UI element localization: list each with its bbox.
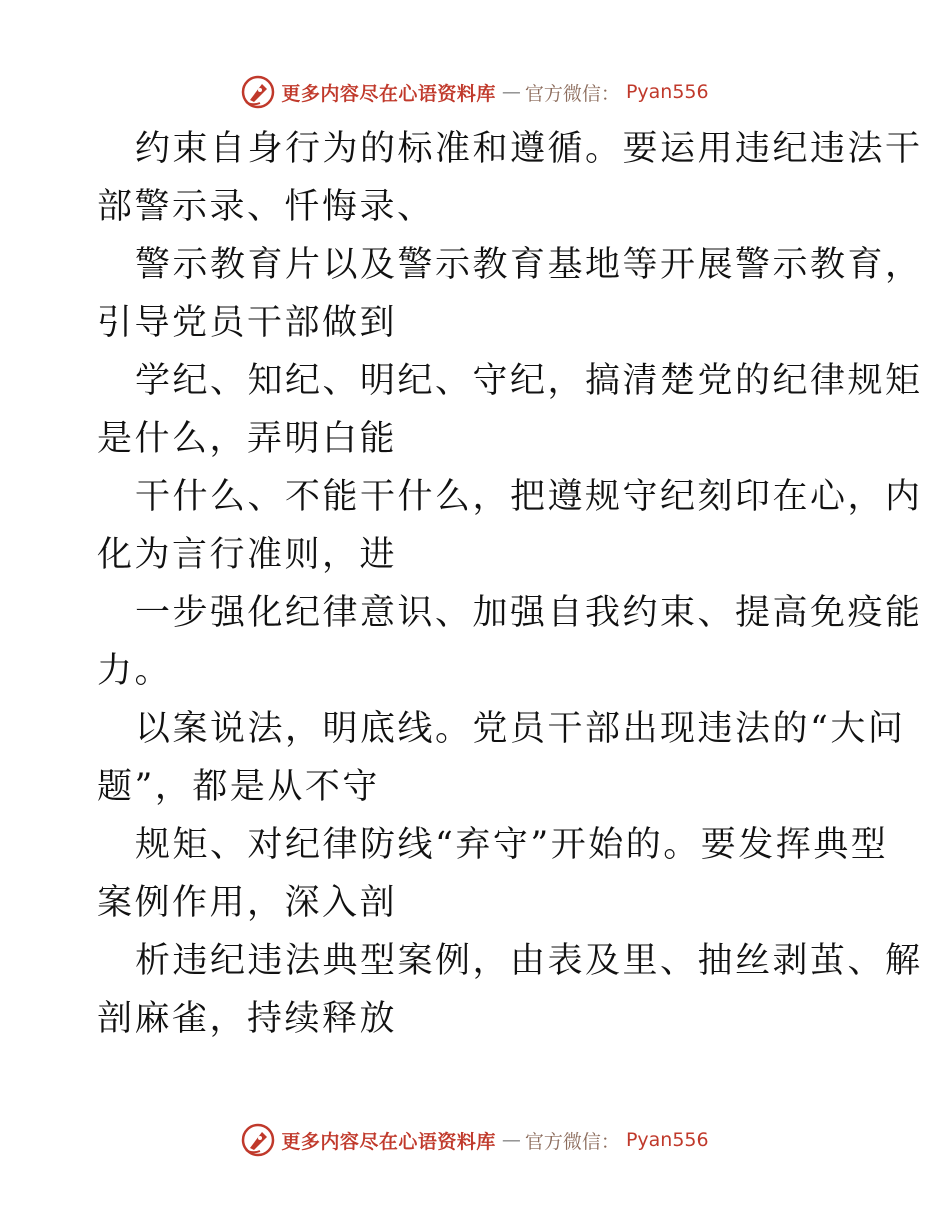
text-line: 是什么，弄明白能 [97, 419, 398, 459]
watermark-label: 官方微信： [524, 82, 620, 105]
watermark-label: 官方微信： [524, 1130, 620, 1153]
text-line: 以案说法，明底线。党员干部出现违法的“大问 [135, 709, 906, 749]
text-line: 一步强化纪律意识、加强自我约束、提高免疫能 [135, 593, 923, 633]
watermark-brand: 更多内容尽在心语资料库 [281, 1130, 496, 1153]
pen-nib-logo-icon [241, 1123, 275, 1157]
text-line: 析违纪违法典型案例，由表及里、抽丝剥茧、解 [135, 941, 923, 981]
watermark-separator: — [501, 1129, 519, 1151]
watermark-wechat-id: Pyan556 [625, 1129, 709, 1151]
text-line: 化为言行准则，进 [97, 535, 398, 575]
pen-nib-logo-icon [241, 75, 275, 109]
header-watermark [0, 72, 950, 112]
text-line: 力。 [97, 651, 173, 691]
text-line: 干什么、不能干什么，把遵规守纪刻印在心，内 [135, 477, 923, 517]
watermark-wechat-id: Pyan556 [625, 81, 709, 103]
text-line: 警示教育片以及警示教育基地等开展警示教育， [135, 245, 923, 285]
text-line: 规矩、对纪律防线“弃守”开始的。要发挥典型 [135, 825, 889, 865]
text-line: 案例作用，深入剖 [97, 883, 398, 923]
watermark-separator: — [501, 81, 519, 103]
text-line: 学纪、知纪、明纪、守纪，搞清楚党的纪律规矩 [135, 361, 923, 401]
text-line: 部警示录、忏悔录、 [97, 187, 435, 227]
document-body [97, 120, 923, 1048]
text-line: 题”，都是从不守 [97, 767, 380, 807]
text-line: 约束自身行为的标准和遵循。要运用违纪违法干 [135, 129, 923, 169]
footer-watermark [0, 1120, 950, 1160]
watermark-brand: 更多内容尽在心语资料库 [281, 82, 496, 105]
text-line: 剖麻雀，持续释放 [97, 999, 398, 1039]
text-line: 引导党员干部做到 [97, 303, 398, 343]
